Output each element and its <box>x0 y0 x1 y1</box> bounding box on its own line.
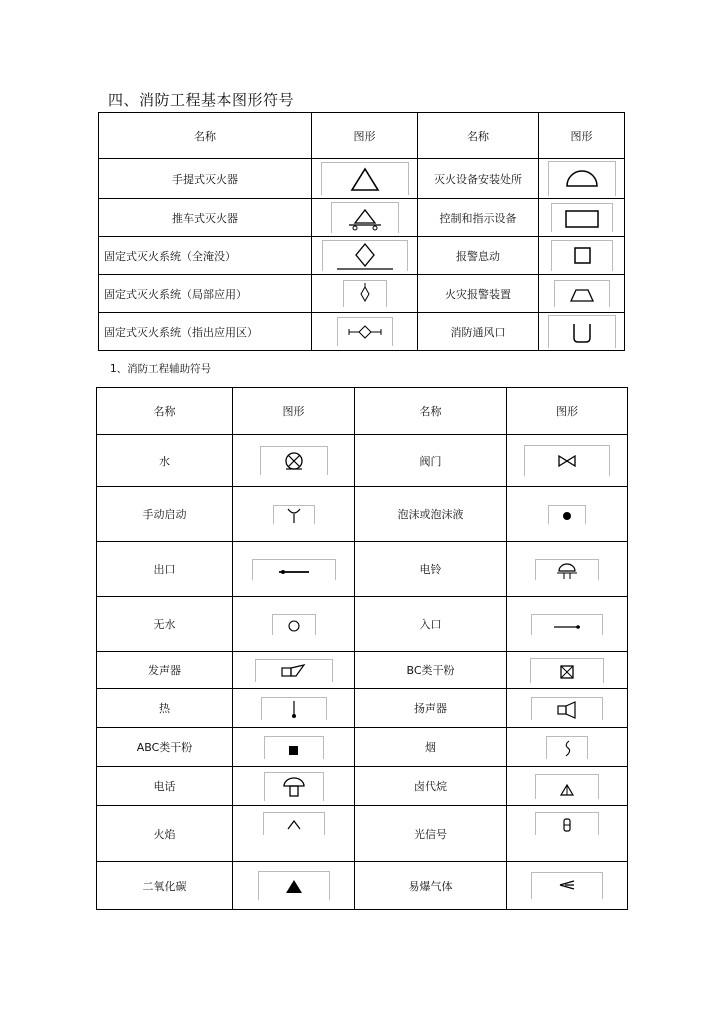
symbol-cell <box>312 275 418 313</box>
symbol-name: 易爆气体 <box>355 862 507 910</box>
symbol-cell <box>233 487 355 542</box>
symbol-name: 烟 <box>355 728 507 767</box>
symbol-cell <box>233 728 355 767</box>
u-shape-icon <box>549 316 615 348</box>
symbol-name: 电铃 <box>355 542 507 597</box>
symbol-cell <box>233 597 355 652</box>
table-row <box>97 806 628 862</box>
header-name: 名称 <box>418 113 539 159</box>
table-row <box>97 862 628 910</box>
table-row <box>99 159 625 199</box>
symbol-name: 固定式灭火系统（局部应用） <box>99 275 312 313</box>
diamond-icon <box>323 241 407 271</box>
symbol-name: 消防通风口 <box>418 313 539 351</box>
header-figure: 图形 <box>507 388 628 435</box>
symbol-cell <box>233 542 355 597</box>
table-row <box>97 652 628 689</box>
speaker-icon <box>532 698 602 720</box>
symbol-name: 阀门 <box>355 435 507 487</box>
symbol-cell <box>312 313 418 351</box>
symbol-name: 报警息动 <box>418 237 539 275</box>
symbol-name: 水 <box>97 435 233 487</box>
symbol-name: 发声器 <box>97 652 233 689</box>
symbol-cell <box>507 767 628 806</box>
table-row <box>97 542 628 597</box>
symbol-cell <box>233 652 355 689</box>
symbol-name: 无水 <box>97 597 233 652</box>
section-subtitle: 1、消防工程辅助符号 <box>110 363 212 375</box>
trapezoid-icon <box>555 281 609 307</box>
symbol-name: 光信号 <box>355 806 507 862</box>
symbol-name: 火灾报警装置 <box>418 275 539 313</box>
filled-triangle-icon <box>259 872 329 900</box>
table-row <box>99 275 625 313</box>
halon-triangle-icon <box>536 775 598 799</box>
square-x-icon <box>531 659 603 683</box>
symbol-cell <box>539 237 625 275</box>
symbol-cell <box>507 862 628 910</box>
symbol-cell <box>539 199 625 237</box>
symbol-name: 卤代烷 <box>355 767 507 806</box>
header-figure: 图形 <box>539 113 625 159</box>
table-row <box>97 689 628 728</box>
circle-icon <box>273 615 315 635</box>
semicircle-icon <box>549 162 615 196</box>
symbol-name: 手动启动 <box>97 487 233 542</box>
flame-caret-icon <box>264 813 324 835</box>
bell-icon <box>536 560 598 580</box>
symbol-cell <box>312 237 418 275</box>
table-row <box>97 487 628 542</box>
symbol-cell <box>507 542 628 597</box>
small-diamond-icon <box>344 281 386 307</box>
header-name: 名称 <box>355 388 507 435</box>
symbol-cell <box>539 313 625 351</box>
filled-dot-icon <box>549 506 585 524</box>
symbol-name: 电话 <box>97 767 233 806</box>
symbol-name: 固定式灭火系统（全淹没） <box>99 237 312 275</box>
symbol-cell <box>233 862 355 910</box>
cart-triangle-icon <box>332 203 398 233</box>
page-title: 四、消防工程基本图形符号 <box>108 91 295 109</box>
symbol-cell <box>507 728 628 767</box>
symbol-cell <box>507 652 628 689</box>
symbol-name: 控制和指示设备 <box>418 199 539 237</box>
symbol-cell <box>539 275 625 313</box>
symbol-cell <box>233 806 355 862</box>
symbol-cell <box>507 597 628 652</box>
table-header-row <box>99 113 625 159</box>
light-signal-icon <box>536 813 598 835</box>
line-arrow-icon <box>532 615 602 635</box>
symbol-cell <box>233 689 355 728</box>
table-header-row <box>97 388 628 435</box>
header-figure: 图形 <box>233 388 355 435</box>
thermometer-icon <box>262 698 326 720</box>
symbol-name: BC类干粉 <box>355 652 507 689</box>
symbol-name: 出口 <box>97 542 233 597</box>
symbol-name: 二氧化碳 <box>97 862 233 910</box>
symbol-name: 固定式灭火系统（指出应用区） <box>99 313 312 351</box>
header-name: 名称 <box>99 113 312 159</box>
symbol-cell <box>507 435 628 487</box>
header-name: 名称 <box>97 388 233 435</box>
telephone-icon <box>265 773 323 801</box>
sounder-icon <box>256 660 332 682</box>
header-figure: 图形 <box>312 113 418 159</box>
smoke-icon <box>547 737 587 759</box>
y-handle-icon <box>274 506 314 524</box>
filled-square-icon <box>265 737 323 759</box>
symbol-cell <box>312 159 418 199</box>
symbol-name: 入口 <box>355 597 507 652</box>
symbol-cell <box>539 159 625 199</box>
symbol-name: 手提式灭火器 <box>99 159 312 199</box>
table-row <box>97 728 628 767</box>
table-row <box>97 597 628 652</box>
rectangle-icon <box>552 204 612 232</box>
circle-x-icon <box>261 447 327 475</box>
table-row <box>99 199 625 237</box>
valve-icon <box>525 446 609 476</box>
symbol-name: 热 <box>97 689 233 728</box>
diamond-arrows-icon <box>338 318 392 346</box>
table-row <box>97 767 628 806</box>
symbol-name: 扬声器 <box>355 689 507 728</box>
symbol-name: 推车式灭火器 <box>99 199 312 237</box>
symbol-name: 火焰 <box>97 806 233 862</box>
table-row <box>99 313 625 351</box>
table-row <box>99 237 625 275</box>
triangle-icon <box>322 163 408 195</box>
symbol-name: ABC类干粉 <box>97 728 233 767</box>
square-icon <box>552 241 612 271</box>
symbol-name: 泡沫或泡沫液 <box>355 487 507 542</box>
explosive-gas-icon <box>532 873 602 899</box>
symbol-cell <box>312 199 418 237</box>
line-dot-icon <box>253 560 335 580</box>
auxiliary-symbols-table <box>96 387 628 910</box>
symbol-cell <box>507 689 628 728</box>
basic-symbols-table <box>98 112 625 351</box>
symbol-cell <box>233 435 355 487</box>
symbol-cell <box>507 806 628 862</box>
symbol-cell <box>507 487 628 542</box>
table-row <box>97 435 628 487</box>
symbol-name: 灭火设备安装处所 <box>418 159 539 199</box>
symbol-cell <box>233 767 355 806</box>
